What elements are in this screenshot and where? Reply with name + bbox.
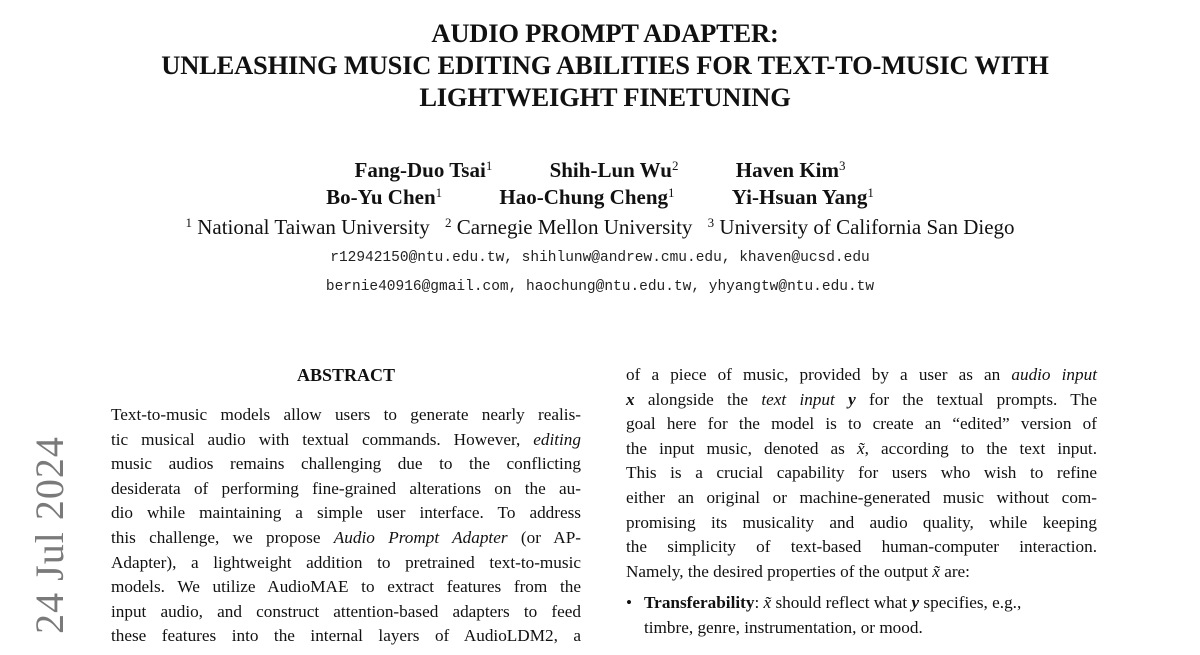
arxiv-date-stamp: 24 Jul 2024 xyxy=(27,436,72,634)
title-line-1: AUDIO PROMPT ADAPTER: xyxy=(431,18,779,48)
text-line: music audios remains challenging due to the conflicting xyxy=(111,454,581,474)
text-line: dio while maintaining a simple user interface. To address xyxy=(111,503,581,523)
text-line: This is a crucial capability for users who wish to refine xyxy=(626,463,1097,483)
text-line: goal here for the model is to create an “edited” version of xyxy=(626,414,1097,434)
paper-title xyxy=(0,17,1200,113)
text-line: tic musical audio with textual commands. However, editing xyxy=(111,429,581,449)
text-line: of a piece of music, provided by a user as an audio input xyxy=(626,365,1097,384)
bullet-text: Transferability: x̃ should reflect what y specifies, e.g., timbre, genre, instrumentation, or mood. xyxy=(644,593,1022,637)
author: Yi-Hsuan Yang$^1$ xyxy=(731,185,874,209)
bullet-term: Transferability xyxy=(644,593,755,612)
text-line: desiderata of performing fine-grained alterations on the au- xyxy=(111,478,581,498)
bullet-item-transferability xyxy=(626,591,1097,640)
text-line: x alongside the text input y for the textual prompts. The xyxy=(626,389,1098,409)
affiliation: $^1$ National Taiwan University xyxy=(185,215,430,239)
text-line: this challenge, we propose Audio Prompt Adapter (or AP- xyxy=(111,527,581,547)
text-line: either an original or machine-generated music without com- xyxy=(626,487,1097,507)
text-line: the simplicity of text-based human-computer interaction. xyxy=(626,537,1097,557)
text-line: promising its musicality and audio quality, while keeping xyxy=(626,512,1097,532)
affiliations xyxy=(0,213,1200,241)
text-line: Text-to-music models allow users to generate nearly realis- xyxy=(111,405,581,424)
email-line-1: r12942150@ntu.edu.tw, shihlunw@andrew.cmu.edu, khaven@ucsd.edu xyxy=(330,250,870,266)
text-line: Namely, the desired properties of the output x̃ are: xyxy=(626,561,970,581)
text-line: input audio, and construct attention-based adapters to feed xyxy=(111,601,581,621)
bullet-marker: • xyxy=(626,593,633,612)
abstract-body xyxy=(111,403,581,649)
affiliation: $^3$ University of California San Diego xyxy=(707,215,1015,239)
text-line: Adapter), a lightweight addition to pretrained text-to-music xyxy=(111,552,581,572)
title-line-3: LIGHTWEIGHT FINETUNING xyxy=(419,82,791,112)
text-line: models. We utilize AudioMAE to extract features from the xyxy=(111,577,581,597)
text-line: these features into the internal layers of AudioLDM2, a xyxy=(111,626,581,646)
title-line-2: UNLEASHING MUSIC EDITING ABILITIES FOR TEXT-TO-MUSIC WITH xyxy=(161,50,1049,80)
email-line-2: bernie40916@gmail.com, haochung@ntu.edu.tw, yhyangtw@ntu.edu.tw xyxy=(325,279,875,295)
author: Fang-Duo Tsai$^1$ xyxy=(354,158,493,182)
author-row-1 xyxy=(0,157,1200,183)
abstract-heading: ABSTRACT xyxy=(296,365,396,385)
author: Shih-Lun Wu$^2$ xyxy=(549,158,679,182)
text-line: the input music, denoted as x̃, according to the text input. xyxy=(626,438,1097,458)
author: Hao-Chung Cheng$^1$ xyxy=(499,185,675,209)
author: Haven Kim$^3$ xyxy=(735,158,846,182)
author: Bo-Yu Chen$^1$ xyxy=(326,185,443,209)
intro-body xyxy=(626,363,1097,584)
author-row-2 xyxy=(0,184,1200,210)
affiliation: $^2$ Carnegie Mellon University xyxy=(445,215,693,239)
